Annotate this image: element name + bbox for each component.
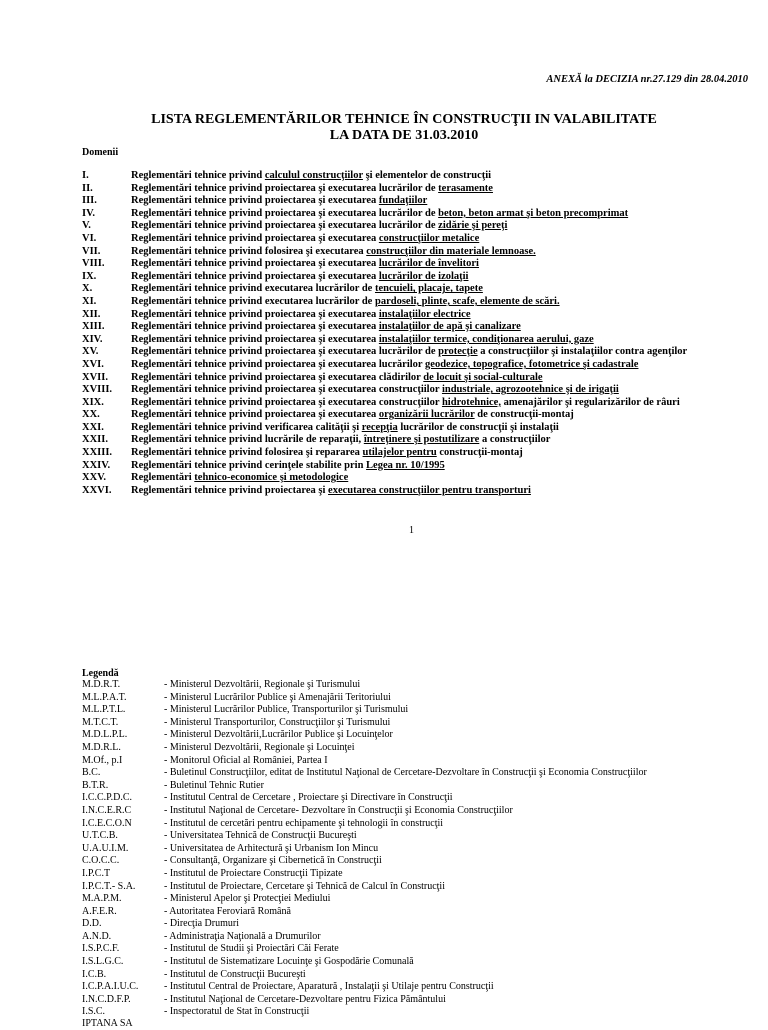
domain-text-ul: întreţinere şi postutilizare xyxy=(363,434,480,446)
domain-text xyxy=(131,334,594,347)
legend-item xyxy=(82,818,762,831)
domain-text-pre: Reglementări tehnice privind proiectarea şi executarea xyxy=(131,409,379,421)
domain-text-ul: fundaţiilor xyxy=(378,195,428,207)
legend-description: - Ministerul Apelor şi Protecţiei Mediului xyxy=(164,893,331,905)
domain-text-pre: Reglementări tehnice privind proiectarea şi executarea xyxy=(131,232,379,244)
domain-text-ul: tehnico-economice şi metodologice xyxy=(194,472,349,484)
domain-item xyxy=(82,208,742,221)
legend-item xyxy=(82,994,762,1007)
domain-item xyxy=(82,460,742,473)
domain-number: XIX. xyxy=(82,396,104,408)
domain-item xyxy=(82,170,742,183)
domain-number: III. xyxy=(82,195,97,207)
domain-number: XIV. xyxy=(82,333,103,345)
domain-text-ul: terasamente xyxy=(438,182,493,194)
domain-number: XXIV. xyxy=(82,459,111,471)
domain-list xyxy=(82,170,742,497)
legend-list xyxy=(82,679,762,1019)
domain-text xyxy=(131,195,427,208)
domain-text-pre: Reglementări tehnice privind proiectarea şi executarea lucrărilor de xyxy=(131,220,439,232)
domain-text-pre: Reglementări tehnice privind proiectarea şi executarea clădirilor xyxy=(131,371,424,383)
domain-number: II. xyxy=(82,182,93,194)
legend-item xyxy=(82,881,762,894)
domain-text-ul: construcţiilor metalice xyxy=(378,232,480,244)
legend-abbreviation: I.C.E.C.O.N xyxy=(82,817,132,829)
legend-abbreviation: M.L.P.A.T. xyxy=(82,691,127,703)
legend-item xyxy=(82,893,762,906)
legend-title: Legendă xyxy=(82,668,119,679)
legend-abbreviation: U.A.U.I.M. xyxy=(82,842,129,854)
domain-text-ul: instalaţiilor termice, condiţionarea aerului, gaze xyxy=(378,333,594,345)
legend-abbreviation: I.C.C.P.D.C. xyxy=(82,792,133,804)
domain-item xyxy=(82,372,742,385)
legend-item xyxy=(82,1006,762,1019)
domain-text xyxy=(131,183,493,196)
domain-text xyxy=(131,283,483,296)
domain-text-ul: zidărie şi pereţi xyxy=(438,220,508,232)
domain-text xyxy=(131,422,559,435)
domain-number: XVIII. xyxy=(82,384,113,396)
domain-text-pre: Reglementări tehnice privind lucrările de reparaţii, xyxy=(131,434,364,446)
domain-text-ul: industriale, agrozootehnice şi de irigaţii xyxy=(441,384,619,396)
legend-description: - Institutul de Sistematizare Locuinţe şi Gospodărie Comunală xyxy=(164,956,414,968)
domain-text xyxy=(131,372,543,385)
domain-text-post: construcţii-montaj xyxy=(436,447,523,459)
domain-text-ul: calculul construcţiilor xyxy=(264,170,363,181)
legend-description: - Institutul de Proiectare Construcţii Tipizate xyxy=(164,867,343,879)
domain-text xyxy=(131,359,638,372)
domain-number: XXII. xyxy=(82,434,108,446)
domain-text xyxy=(131,296,560,309)
domain-text-post: a construcţiilor şi instalaţiilor contra agenţilor xyxy=(477,346,688,358)
legend-item xyxy=(82,943,762,956)
domain-item xyxy=(82,233,742,246)
legend-item xyxy=(82,855,762,868)
legend-description: - Institutul de cercetări pentru echipamente şi tehnologii în construcţii xyxy=(164,817,444,829)
domain-item xyxy=(82,334,742,347)
domain-number: XXV. xyxy=(82,472,107,484)
legend-item xyxy=(82,956,762,969)
legend-description: - Ministerul Dezvoltării,Lucrărilor Publice şi Locuinţelor xyxy=(164,729,393,741)
domain-number: XXVI. xyxy=(82,484,112,496)
legend-description: - Institutul de Proiectare, Cercetare şi Tehnică de Calcul în Construcţii xyxy=(164,880,445,892)
domain-text-ul: utilajelor pentru xyxy=(362,447,437,459)
domain-text-pre: Reglementări tehnice privind xyxy=(131,170,265,181)
domain-number: IX. xyxy=(82,270,97,282)
legend-abbreviation: U.T.C.B. xyxy=(82,830,118,842)
domain-text-pre: Reglementări tehnice privind folosirea şi executarea xyxy=(131,245,367,257)
domain-text xyxy=(131,170,491,183)
legend-description: - Buletinul Tehnic Rutier xyxy=(164,779,264,791)
domain-text-pre: Reglementări tehnice privind proiectarea şi executarea xyxy=(131,258,379,270)
legend-abbreviation: M.D.R.L. xyxy=(82,741,121,753)
legend-abbreviation: I.N.C.D.F.P. xyxy=(82,993,131,1005)
legend-item xyxy=(82,830,762,843)
domain-text xyxy=(131,321,521,334)
domain-text-pre: Reglementări tehnice privind folosirea şi repararea xyxy=(131,447,363,459)
domain-number: XVII. xyxy=(82,371,108,383)
domain-number: XV. xyxy=(82,346,99,358)
domain-number: VI. xyxy=(82,232,97,244)
domain-text-ul: organizării lucrărilor xyxy=(378,409,475,421)
domain-item xyxy=(82,485,742,498)
domain-text-ul: tencuieli, placaje, tapete xyxy=(374,283,483,295)
domain-text-ul: lucrărilor de izolaţii xyxy=(378,270,469,282)
domain-text-pre: Reglementări tehnice privind proiectarea şi executarea lucrărilor de xyxy=(131,182,439,194)
legend-item xyxy=(82,755,762,768)
legend-abbreviation: A.N.D. xyxy=(82,930,112,942)
title-line-2: LA DATA DE 31.03.2010 xyxy=(329,128,479,143)
domain-text-ul: hidrotehnice, xyxy=(441,396,501,408)
legend-abbreviation: M.D.L.P.L. xyxy=(82,729,128,741)
domain-text-pre: Reglementări tehnice privind cerinţele stabilite prin xyxy=(131,459,367,471)
legend-description: - Monitorul Oficial al României, Partea I xyxy=(164,754,328,766)
domain-text-pre: Reglementări tehnice privind proiectarea şi xyxy=(131,484,329,496)
legend-item xyxy=(82,717,762,730)
domain-item xyxy=(82,296,742,309)
legend-item xyxy=(82,969,762,982)
legend-description: - Consultanţă, Organizare şi Cibernetică în Construcţii xyxy=(164,855,382,867)
domain-text-pre: Reglementări tehnice privind proiectarea şi executarea lucrărilor de xyxy=(131,346,439,358)
legend-abbreviation: I.S.P.C.F. xyxy=(82,943,120,955)
domain-text-ul: de locuit şi social-culturale xyxy=(423,371,543,383)
legend-item xyxy=(82,918,762,931)
document-title xyxy=(0,112,768,144)
domain-item xyxy=(82,309,742,322)
legend-abbreviation: I.P.C.T.- S.A. xyxy=(82,880,136,892)
domain-number: XIII. xyxy=(82,321,105,333)
domain-item xyxy=(82,346,742,359)
legend-item xyxy=(82,981,762,994)
domain-text-post: a construcţiilor xyxy=(479,434,551,446)
legend-description: - Administraţia Naţională a Drumurilor xyxy=(164,930,321,942)
domain-text-pre: Reglementări tehnice privind executarea lucrărilor de xyxy=(131,295,375,307)
domain-text-post: lucrărilor de construcţii şi instalaţii xyxy=(397,421,559,433)
domain-item xyxy=(82,397,742,410)
domain-item xyxy=(82,447,742,460)
domain-text-pre: Reglementări tehnice privind proiectarea şi executarea xyxy=(131,321,379,333)
domain-text-ul: instalaţiilor de apă şi canalizare xyxy=(378,321,521,333)
domain-text xyxy=(131,271,468,284)
legend-description: - Autoritatea Feroviară Română xyxy=(164,905,291,917)
domain-text xyxy=(131,246,536,259)
domain-item xyxy=(82,183,742,196)
domain-text xyxy=(131,346,687,359)
domain-text xyxy=(131,472,348,485)
domain-text-post: amenajărilor şi regularizărilor de râuri xyxy=(500,396,680,408)
legend-abbreviation: I.C.B. xyxy=(82,968,107,980)
legend-item xyxy=(82,843,762,856)
domain-text-pre: Reglementări tehnice privind proiectarea şi executarea construcţiilor xyxy=(131,396,442,408)
legend-item xyxy=(82,729,762,742)
domain-text-pre: Reglementări tehnice privind executarea lucrărilor de xyxy=(131,283,375,295)
legend-description: - Institutul Central de Cercetare , Proiectare şi Directivare în Construcţii xyxy=(164,792,453,804)
legend-abbreviation: I.S.C. xyxy=(82,1006,106,1018)
legend-item xyxy=(82,742,762,755)
legend-abbreviation: D.D. xyxy=(82,918,102,930)
legend-abbreviation: B.T.R. xyxy=(82,779,109,791)
domain-item xyxy=(82,434,742,447)
domain-text-pre: Reglementări tehnice privind proiectarea şi executarea xyxy=(131,333,379,345)
legend-abbreviation: M.L.P.T.L. xyxy=(82,704,126,716)
domain-text xyxy=(131,233,479,246)
legend-description: - Institutul Naţional de Cercetare-Dezvoltare pentru Fizica Pământului xyxy=(164,993,446,1005)
domain-text xyxy=(131,397,680,410)
domain-text xyxy=(131,447,523,460)
legend-item xyxy=(82,704,762,717)
domain-text xyxy=(131,220,507,233)
domain-item xyxy=(82,283,742,296)
legend-item xyxy=(82,780,762,793)
legend-abbreviation: M.Of., p.I xyxy=(82,754,123,766)
domain-text-pre: Reglementări tehnice privind verificarea calităţii şi xyxy=(131,421,362,433)
domain-text xyxy=(131,434,550,447)
domain-text-post: şi elementelor de construcţii xyxy=(362,170,492,181)
legend-abbreviation: C.O.C.C. xyxy=(82,855,120,867)
domain-number: IV. xyxy=(82,207,95,219)
domain-text-ul: executarea construcţiilor pentru transporturi xyxy=(328,484,531,496)
domain-text-pre: Reglementări xyxy=(131,472,195,484)
legend-description: - Ministerul Dezvoltării, Regionale şi Locuinţei xyxy=(164,741,355,753)
legend-item xyxy=(82,792,762,805)
title-line-1: LISTA REGLEMENTĂRILOR TEHNICE ÎN CONSTRUCŢII IN VALABILITATE xyxy=(151,112,657,127)
legend-description: - Ministerul Transporturilor, Construcţiilor şi Turismului xyxy=(164,716,391,728)
annex-reference: ANEXĂ la DECIZIA nr.27.129 din 28.04.2010 xyxy=(546,74,748,85)
domain-number: XX. xyxy=(82,409,100,421)
legend-item xyxy=(82,767,762,780)
domain-text xyxy=(131,460,445,473)
domain-item xyxy=(82,220,742,233)
domain-item xyxy=(82,409,742,422)
legend-description: - Universitatea de Arhitectură şi Urbanism Ion Mincu xyxy=(164,842,379,854)
legend-abbreviation: B.C. xyxy=(82,767,101,779)
domain-text-ul: beton, beton armat şi beton precomprimat xyxy=(438,207,629,219)
legend-description: - Ministerul Lucrărilor Publice şi Amenajării Teritoriului xyxy=(164,691,391,703)
domain-number: V. xyxy=(82,220,91,232)
page-number: 1 xyxy=(409,525,414,536)
legend-abbreviation: M.A.P.M. xyxy=(82,893,122,905)
domain-text-pre: Reglementări tehnice privind proiectarea şi executarea xyxy=(131,195,379,207)
domain-item xyxy=(82,359,742,372)
legend-description: - Institutul de Construcţii Bucureşti xyxy=(164,968,306,980)
legend-item xyxy=(82,868,762,881)
domain-text xyxy=(131,384,619,397)
legend-description: - Direcţia Drumuri xyxy=(164,918,239,930)
legend-abbreviation: M.D.R.T. xyxy=(82,679,121,690)
cut-off-line: IPTANA SA xyxy=(82,1018,133,1029)
legend-description: - Inspectoratul de Stat în Construcţii xyxy=(164,1006,310,1018)
legend-abbreviation: I.P.C.T xyxy=(82,867,111,879)
domains-label: Domenii xyxy=(82,147,119,158)
legend-item xyxy=(82,679,762,692)
legend-item xyxy=(82,692,762,705)
domain-item xyxy=(82,321,742,334)
legend-abbreviation: A.F.E.R. xyxy=(82,905,117,917)
domain-text-pre: Reglementări tehnice privind proiectarea şi executarea construcţiilor xyxy=(131,384,442,396)
legend-description: - Buletinul Construcţiilor, editat de Institutul Naţional de Cercetare-Dezvoltare în Construcţii şi Economia Construcţiilor xyxy=(164,767,647,779)
legend-description: - Ministerul Dezvoltării, Regionale şi Turismului xyxy=(164,679,361,690)
domain-text-ul: geodezice, topografice, fotometrice şi cadastrale xyxy=(425,358,639,370)
domain-item xyxy=(82,384,742,397)
legend-item xyxy=(82,931,762,944)
legend-abbreviation: I.N.C.E.R.C xyxy=(82,804,132,816)
domain-number: XXIII. xyxy=(82,447,113,459)
legend-description: - Universitatea Tehnică de Construcţii Bucureşti xyxy=(164,830,357,842)
domain-number: XII. xyxy=(82,308,101,320)
domain-text-ul: instalaţiilor electrice xyxy=(378,308,471,320)
domain-text xyxy=(131,409,574,422)
domain-number: VIII. xyxy=(82,258,105,270)
domain-number: I. xyxy=(82,170,89,181)
legend-item xyxy=(82,906,762,919)
domain-item xyxy=(82,271,742,284)
legend-description: - Institutul de Studii şi Proiectări Căi Ferate xyxy=(164,943,339,955)
domain-text-ul: construcţiilor din materiale lemnoase. xyxy=(366,245,536,257)
domain-text-ul: pardoseli, plinte, scafe, elemente de scări. xyxy=(374,295,560,307)
legend-abbreviation: I.S.L.G.C. xyxy=(82,956,124,968)
domain-text xyxy=(131,309,471,322)
domain-text xyxy=(131,208,628,221)
domain-text-ul: lucrărilor de învelitori xyxy=(378,258,479,270)
legend-description: - Ministerul Lucrărilor Publice, Transporturilor şi Turismului xyxy=(164,704,409,716)
domain-item xyxy=(82,258,742,271)
domain-text-ul: recepţia xyxy=(361,421,398,433)
domain-text-pre: Reglementări tehnice privind proiectarea şi executarea lucrărilor xyxy=(131,358,426,370)
domain-number: XXI. xyxy=(82,421,104,433)
domain-text xyxy=(131,258,479,271)
domain-number: XI. xyxy=(82,295,97,307)
domain-text-pre: Reglementări tehnice privind proiectarea şi executarea xyxy=(131,270,379,282)
domain-text-ul: Legea nr. 10/1995 xyxy=(366,459,445,471)
domain-number: XVI. xyxy=(82,358,104,370)
domain-text-ul: protecţie xyxy=(438,346,478,358)
domain-item xyxy=(82,246,742,259)
domain-item xyxy=(82,472,742,485)
domain-item xyxy=(82,195,742,208)
domain-number: X. xyxy=(82,283,93,295)
legend-description: - Institutul Naţional de Cercetare- Dezvoltare în Construcţii şi Economia Construcţiilor xyxy=(164,804,513,816)
domain-number: VII. xyxy=(82,245,101,257)
legend-abbreviation: M.T.C.T. xyxy=(82,716,119,728)
domain-text-post: de construcţii-montaj xyxy=(474,409,574,421)
domain-text-pre: Reglementări tehnice privind proiectarea şi executarea lucrărilor de xyxy=(131,207,439,219)
domain-item xyxy=(82,422,742,435)
domain-text xyxy=(131,485,531,498)
domain-text-pre: Reglementări tehnice privind proiectarea şi executarea xyxy=(131,308,379,320)
legend-item xyxy=(82,805,762,818)
legend-abbreviation: I.C.P.A.I.U.C. xyxy=(82,981,139,993)
legend-description: - Institutul Central de Proiectare, Aparatură , Instalaţii şi Utilaje pentru Construcţii xyxy=(164,981,494,993)
